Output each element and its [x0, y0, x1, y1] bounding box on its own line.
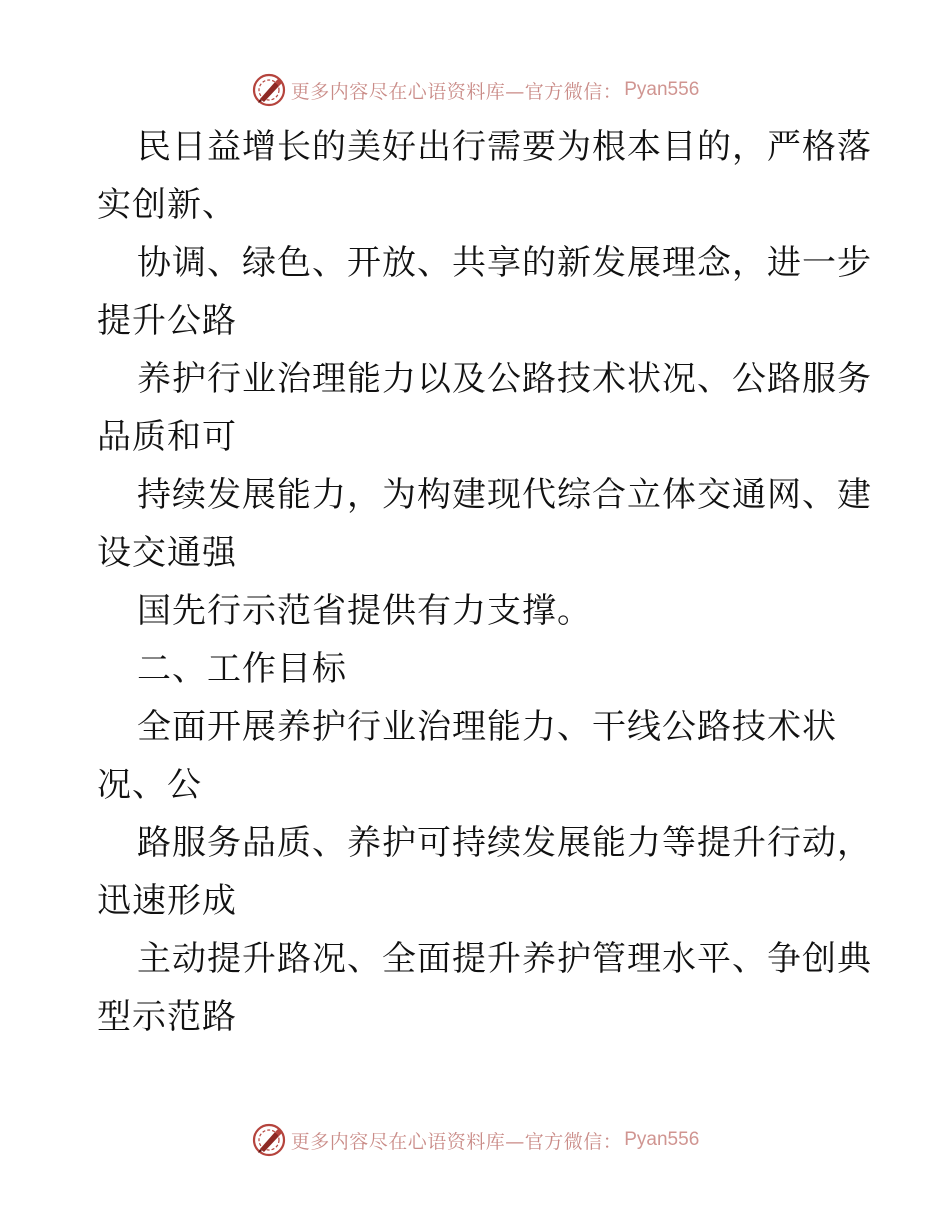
watermark-text: 更多内容尽在心语资料库—官方微信：	[290, 1130, 623, 1153]
pen-logo-icon	[251, 72, 287, 108]
text-line: 路服务品质、养护可持续发展能力等提升行动，	[137, 823, 872, 863]
body-text	[97, 118, 872, 1046]
text-line: 二、工作目标	[137, 649, 347, 689]
text-line: 型示范路	[97, 997, 237, 1037]
text-line: 迅速形成	[97, 881, 237, 921]
footer-watermark	[0, 1120, 950, 1160]
pen-logo-icon	[251, 1122, 287, 1158]
text-line: 提升公路	[97, 301, 237, 341]
text-line: 实创新、	[97, 185, 237, 225]
watermark-text: 更多内容尽在心语资料库—官方微信：	[290, 80, 623, 103]
text-line: 品质和可	[97, 417, 237, 457]
text-line: 养护行业治理能力以及公路技术状况、公路服务	[137, 359, 872, 399]
text-line: 主动提升路况、全面提升养护管理水平、争创典	[137, 939, 872, 979]
header-watermark	[0, 70, 950, 110]
text-line: 持续发展能力，为构建现代综合立体交通网、建	[137, 475, 872, 515]
text-line: 协调、绿色、开放、共享的新发展理念，进一步	[137, 243, 872, 283]
text-line: 全面开展养护行业治理能力、干线公路技术状	[137, 707, 837, 747]
text-line: 民日益增长的美好出行需要为根本目的，严格落	[137, 127, 872, 167]
text-line: 设交通强	[97, 533, 237, 573]
text-line: 况、公	[97, 765, 202, 805]
watermark-wechat-id: Pyan556	[624, 79, 700, 100]
watermark-wechat-id: Pyan556	[624, 1129, 700, 1150]
text-line: 国先行示范省提供有力支撑。	[137, 591, 592, 631]
